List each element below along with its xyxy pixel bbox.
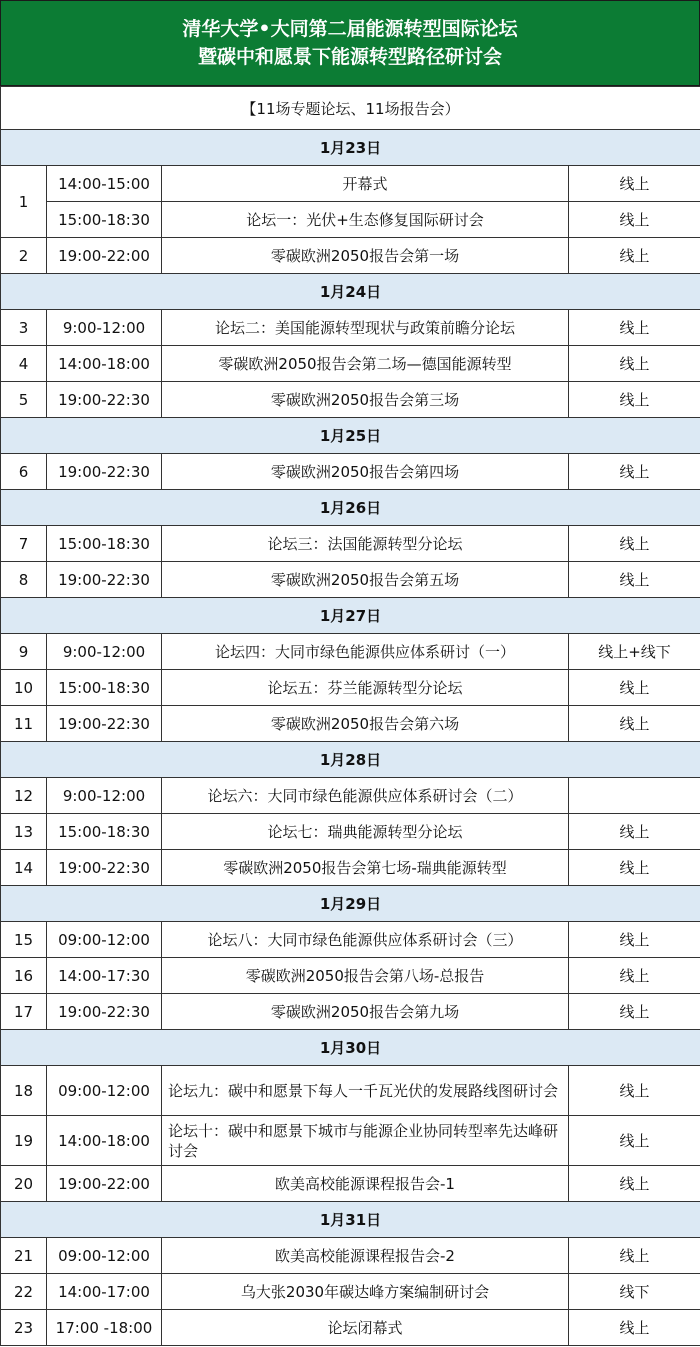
- event-row: [1, 346, 700, 382]
- date-label: 1月23日: [1, 130, 700, 166]
- event-row: [1, 382, 700, 418]
- event-number: 20: [1, 1166, 47, 1202]
- event-time: 19:00-22:30: [47, 454, 162, 490]
- event-time: 14:00-15:00: [47, 166, 162, 202]
- event-mode: 线上: [569, 238, 700, 274]
- event-number: 14: [1, 850, 47, 886]
- event-number: 16: [1, 958, 47, 994]
- date-row: [1, 418, 700, 454]
- event-mode: 线上: [569, 1066, 700, 1116]
- header-title-line2: 暨碳中和愿景下能源转型路径研讨会: [197, 46, 502, 68]
- date-label: 1月25日: [1, 418, 700, 454]
- event-time: 19:00-22:30: [47, 382, 162, 418]
- event-title: 论坛七：瑞典能源转型分论坛: [162, 814, 569, 850]
- event-title: 零碳欧洲2050报告会第四场: [162, 454, 569, 490]
- event-title: 零碳欧洲2050报告会第八场-总报告: [162, 958, 569, 994]
- event-time: 14:00-17:00: [47, 1274, 162, 1310]
- date-row: [1, 742, 700, 778]
- event-mode: [569, 778, 700, 814]
- event-title: 零碳欧洲2050报告会第六场: [162, 706, 569, 742]
- event-number: 5: [1, 382, 47, 418]
- event-title: 开幕式: [162, 166, 569, 202]
- event-row: [1, 850, 700, 886]
- event-mode: 线上: [569, 1310, 700, 1346]
- event-number: 15: [1, 922, 47, 958]
- event-mode: 线上+线下: [569, 634, 700, 670]
- event-title: 论坛八：大同市绿色能源供应体系研讨会（三）: [162, 922, 569, 958]
- event-title: 零碳欧洲2050报告会第一场: [162, 238, 569, 274]
- event-mode: 线上: [569, 1238, 700, 1274]
- event-row: [1, 454, 700, 490]
- event-mode: 线上: [569, 958, 700, 994]
- event-time: 9:00-12:00: [47, 310, 162, 346]
- event-row: [1, 922, 700, 958]
- event-title: 零碳欧洲2050报告会第七场-瑞典能源转型: [162, 850, 569, 886]
- event-title: 论坛二：美国能源转型现状与政策前瞻分论坛: [162, 310, 569, 346]
- event-row: [1, 706, 700, 742]
- event-time: 14:00-17:30: [47, 958, 162, 994]
- event-title: 零碳欧洲2050报告会第二场—德国能源转型: [162, 346, 569, 382]
- date-label: 1月26日: [1, 490, 700, 526]
- event-row: [1, 1066, 700, 1116]
- event-number: 2: [1, 238, 47, 274]
- event-row: [1, 634, 700, 670]
- event-title: 论坛闭幕式: [162, 1310, 569, 1346]
- event-title: 论坛五：芬兰能源转型分论坛: [162, 670, 569, 706]
- event-title: 论坛一：光伏+生态修复国际研讨会: [162, 202, 569, 238]
- subtitle-row: [1, 87, 700, 130]
- event-mode: 线上: [569, 922, 700, 958]
- event-row: [1, 202, 700, 238]
- event-time: 19:00-22:30: [47, 850, 162, 886]
- date-label: 1月31日: [1, 1202, 700, 1238]
- event-time: 19:00-22:30: [47, 706, 162, 742]
- event-mode: 线上: [569, 670, 700, 706]
- date-row: [1, 130, 700, 166]
- page-header: [0, 0, 700, 86]
- event-title: 论坛四：大同市绿色能源供应体系研讨（一）: [162, 634, 569, 670]
- event-number: 8: [1, 562, 47, 598]
- date-row: [1, 274, 700, 310]
- event-number: 13: [1, 814, 47, 850]
- event-number: 4: [1, 346, 47, 382]
- event-row: [1, 1116, 700, 1166]
- event-row: [1, 994, 700, 1030]
- event-row: [1, 1274, 700, 1310]
- event-number: 18: [1, 1066, 47, 1116]
- event-number: 23: [1, 1310, 47, 1346]
- event-time: 15:00-18:30: [47, 202, 162, 238]
- event-row: [1, 238, 700, 274]
- event-title: 欧美高校能源课程报告会-2: [162, 1238, 569, 1274]
- event-time: 09:00-12:00: [47, 1238, 162, 1274]
- event-mode: 线上: [569, 166, 700, 202]
- event-time: 14:00-18:00: [47, 346, 162, 382]
- event-number: 22: [1, 1274, 47, 1310]
- event-number: 17: [1, 994, 47, 1030]
- event-title: 零碳欧洲2050报告会第三场: [162, 382, 569, 418]
- date-row: [1, 1202, 700, 1238]
- event-mode: 线上: [569, 382, 700, 418]
- event-mode: 线上: [569, 994, 700, 1030]
- event-row: [1, 1166, 700, 1202]
- event-number: 19: [1, 1116, 47, 1166]
- event-mode: 线上: [569, 310, 700, 346]
- event-mode: 线上: [569, 706, 700, 742]
- event-mode: 线上: [569, 850, 700, 886]
- date-label: 1月29日: [1, 886, 700, 922]
- event-title: 欧美高校能源课程报告会-1: [162, 1166, 569, 1202]
- event-title: 零碳欧洲2050报告会第九场: [162, 994, 569, 1030]
- event-time: 09:00-12:00: [47, 1066, 162, 1116]
- date-label: 1月24日: [1, 274, 700, 310]
- event-time: 9:00-12:00: [47, 778, 162, 814]
- event-number: 12: [1, 778, 47, 814]
- event-mode: 线上: [569, 562, 700, 598]
- event-number: 10: [1, 670, 47, 706]
- event-time: 14:00-18:00: [47, 1116, 162, 1166]
- date-row: [1, 886, 700, 922]
- event-time: 19:00-22:30: [47, 562, 162, 598]
- event-row: [1, 166, 700, 202]
- event-mode: 线上: [569, 202, 700, 238]
- date-row: [1, 1030, 700, 1066]
- event-title: 零碳欧洲2050报告会第五场: [162, 562, 569, 598]
- event-time: 15:00-18:30: [47, 526, 162, 562]
- schedule-table: [0, 86, 700, 1346]
- event-time: 15:00-18:30: [47, 814, 162, 850]
- event-number: 11: [1, 706, 47, 742]
- date-row: [1, 598, 700, 634]
- event-time: 9:00-12:00: [47, 634, 162, 670]
- event-row: [1, 562, 700, 598]
- date-row: [1, 490, 700, 526]
- event-number: 6: [1, 454, 47, 490]
- date-label: 1月27日: [1, 598, 700, 634]
- event-row: [1, 670, 700, 706]
- event-title: 论坛三：法国能源转型分论坛: [162, 526, 569, 562]
- event-time: 15:00-18:30: [47, 670, 162, 706]
- event-title: 论坛十：碳中和愿景下城市与能源企业协同转型率先达峰研讨会: [162, 1116, 569, 1166]
- event-title: 乌大张2030年碳达峰方案编制研讨会: [162, 1274, 569, 1310]
- event-row: [1, 814, 700, 850]
- event-mode: 线上: [569, 526, 700, 562]
- event-time: 09:00-12:00: [47, 922, 162, 958]
- event-time: 19:00-22:00: [47, 238, 162, 274]
- event-number: 9: [1, 634, 47, 670]
- date-label: 1月28日: [1, 742, 700, 778]
- event-mode: 线上: [569, 1116, 700, 1166]
- event-row: [1, 1238, 700, 1274]
- subtitle-text: 【11场专题论坛、11场报告会）: [1, 87, 700, 130]
- event-row: [1, 778, 700, 814]
- event-time: 19:00-22:30: [47, 994, 162, 1030]
- event-title: 论坛六：大同市绿色能源供应体系研讨会（二）: [162, 778, 569, 814]
- event-number: 1: [1, 166, 47, 238]
- event-number: 21: [1, 1238, 47, 1274]
- event-row: [1, 526, 700, 562]
- date-label: 1月30日: [1, 1030, 700, 1066]
- event-time: 17:00 -18:00: [47, 1310, 162, 1346]
- event-row: [1, 1310, 700, 1346]
- event-mode: 线上: [569, 814, 700, 850]
- event-title: 论坛九：碳中和愿景下每人一千瓦光伏的发展路线图研讨会: [162, 1066, 569, 1116]
- event-row: [1, 958, 700, 994]
- header-title-line1: 清华大学•大同第二届能源转型国际论坛: [182, 18, 518, 40]
- event-number: 3: [1, 310, 47, 346]
- event-number: 7: [1, 526, 47, 562]
- event-mode: 线上: [569, 346, 700, 382]
- event-row: [1, 310, 700, 346]
- event-time: 19:00-22:00: [47, 1166, 162, 1202]
- event-mode: 线上: [569, 1166, 700, 1202]
- event-mode: 线上: [569, 454, 700, 490]
- event-mode: 线下: [569, 1274, 700, 1310]
